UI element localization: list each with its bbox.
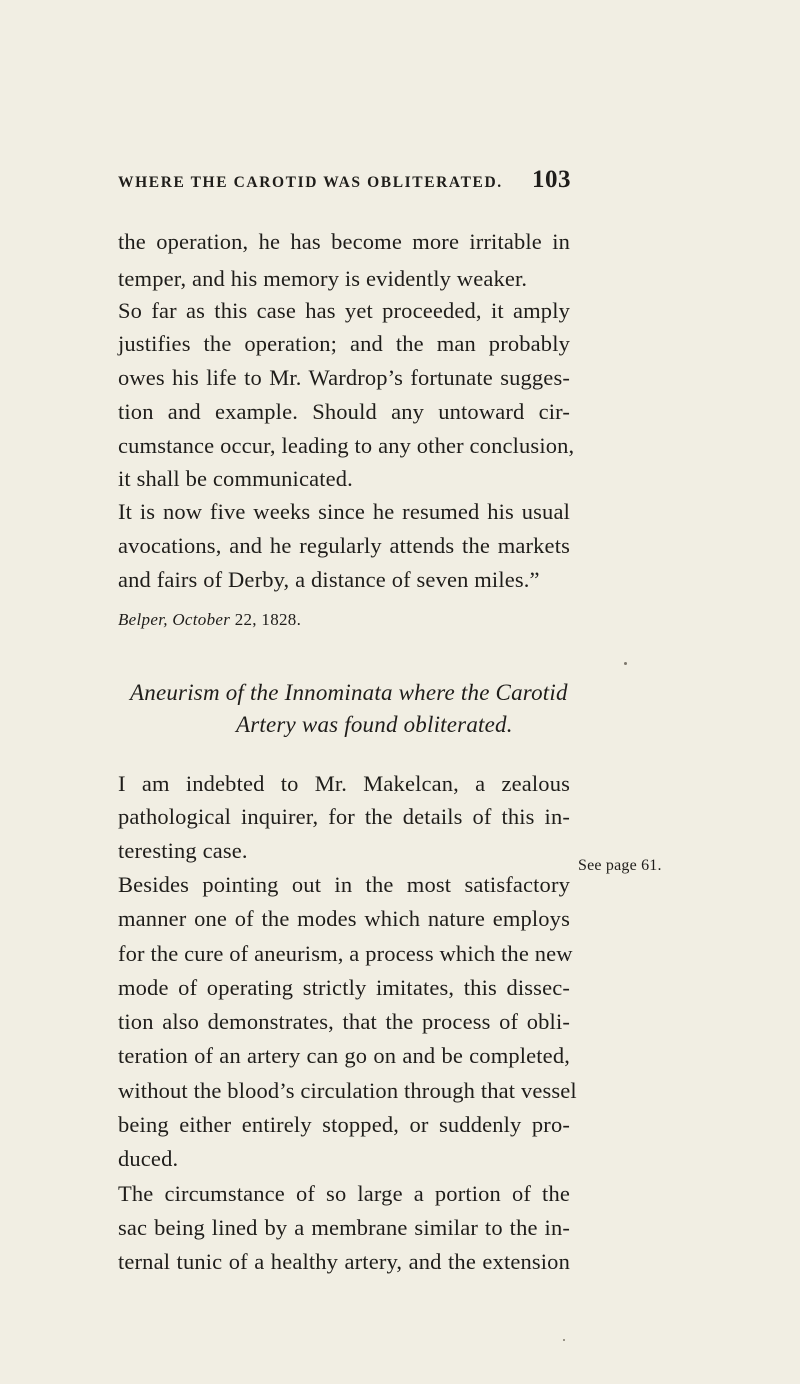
text-line: ternal tunic of a healthy artery, and the extension [118, 1249, 570, 1274]
signature-line [118, 610, 301, 630]
text-line: and fairs of Derby, a distance of seven miles.” [118, 567, 540, 592]
text-line: temper, and his memory is evidently weaker. [118, 266, 528, 291]
text-line: pathological inquirer, for the details of this in- [118, 804, 570, 829]
text-line: cumstance occur, leading to any other conclusion, [118, 433, 575, 458]
text-line: for the cure of aneurism, a process which the new [118, 941, 573, 966]
running-head-title: WHERE THE CAROTID WAS OBLITERATED. [118, 174, 503, 191]
text-line: tion also demonstrates, that the process of obli- [118, 1009, 570, 1034]
text-line: I am indebted to Mr. Makelcan, a zealous [118, 771, 570, 796]
paper-speck [563, 1339, 565, 1341]
margin-note: See page 61. [578, 857, 662, 874]
text-line: teration of an artery can go on and be completed, [118, 1043, 570, 1068]
section-heading-line1: Aneurism of the Innominata where the Carotid [130, 680, 568, 705]
text-line: avocations, and he regularly attends the markets [118, 533, 570, 558]
paper-speck [624, 662, 627, 665]
signature-place-date: Belper, October [118, 610, 231, 629]
text-line: mode of operating strictly imitates, this dissec- [118, 975, 570, 1000]
text-line: duced. [118, 1146, 179, 1171]
text-line: the operation, he has become more irritable in [118, 229, 570, 254]
text-line: sac being lined by a membrane similar to the in- [118, 1215, 570, 1240]
text-line: without the blood’s circulation through that vessel [118, 1078, 577, 1103]
text-line: So far as this case has yet proceeded, it amply [118, 298, 570, 323]
text-line: it shall be communicated. [118, 466, 353, 491]
signature-day-year: 22, 1828. [234, 610, 302, 629]
page-number: 103 [532, 166, 571, 193]
text-line: It is now five weeks since he resumed his usual [118, 499, 570, 524]
section-heading-line2: Artery was found obliterated. [236, 712, 513, 737]
text-line: owes his life to Mr. Wardrop’s fortunate sugges- [118, 365, 570, 390]
text-line: tion and example. Should any untoward cir- [118, 399, 570, 424]
text-line: justifies the operation; and the man probably [118, 331, 570, 356]
text-line: teresting case. [118, 838, 248, 863]
text-line: manner one of the modes which nature employs [118, 906, 570, 931]
text-line: being either entirely stopped, or suddenly pro- [118, 1112, 570, 1137]
text-line: Besides pointing out in the most satisfactory [118, 872, 570, 897]
text-line: The circumstance of so large a portion of the [118, 1181, 570, 1206]
